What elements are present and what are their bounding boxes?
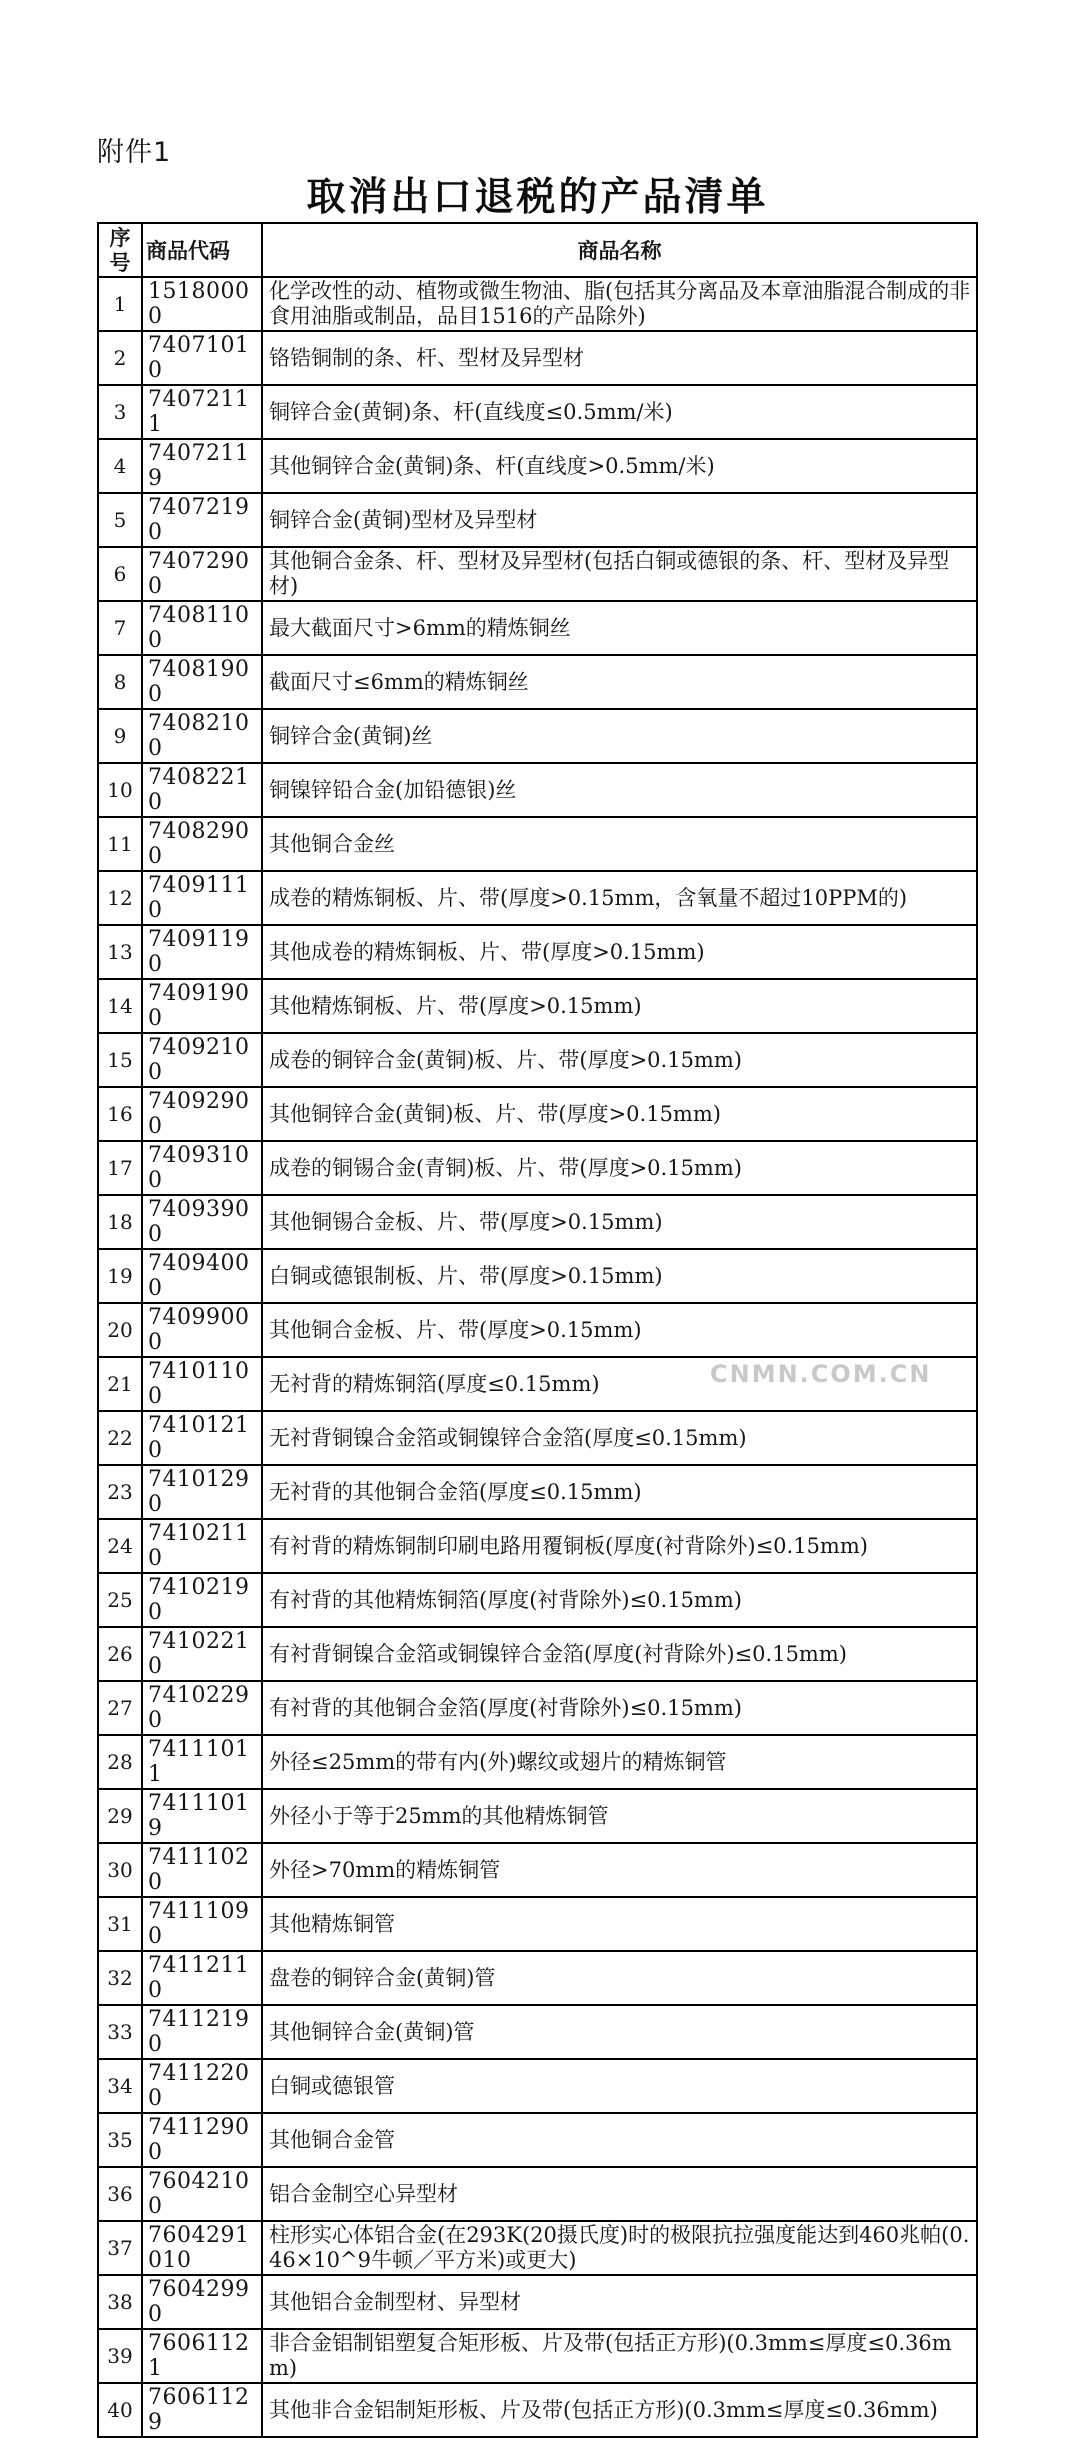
product-name-cell: 截面尺寸≤6mm的精炼铜丝 <box>262 655 977 709</box>
row-index-cell: 15 <box>98 1033 142 1087</box>
product-name-cell: 外径小于等于25mm的其他精炼铜管 <box>262 1789 977 1843</box>
product-code-cell: 74072111 <box>142 385 262 439</box>
product-code-cell: 7604291010 <box>142 2221 262 2275</box>
product-code-cell: 74093100 <box>142 1141 262 1195</box>
product-name-cell: 铜镍锌铅合金(加铅德银)丝 <box>262 763 977 817</box>
table-row <box>98 2275 977 2329</box>
product-code-cell: 74072119 <box>142 439 262 493</box>
table-row <box>98 1951 977 2005</box>
product-name-cell: 其他铜合金条、杆、型材及异型材(包括白铜或德银的条、杆、型材及异型材) <box>262 547 977 601</box>
row-index-cell: 10 <box>98 763 142 817</box>
table-row <box>98 277 977 331</box>
product-name-cell: 外径≤25mm的带有内(外)螺纹或翅片的精炼铜管 <box>262 1735 977 1789</box>
product-name-cell: 成卷的精炼铜板、片、带(厚度>0.15mm，含氧量不超过10PPM的) <box>262 871 977 925</box>
product-name-cell: 外径>70mm的精炼铜管 <box>262 1843 977 1897</box>
page-title: 取消出口退税的产品清单 <box>306 174 769 220</box>
table-row <box>98 925 977 979</box>
column-header-product-name: 商品名称 <box>262 223 977 277</box>
product-name-cell: 其他精炼铜管 <box>262 1897 977 1951</box>
table-row <box>98 2167 977 2221</box>
product-code-cell: 74102110 <box>142 1519 262 1573</box>
row-index-cell: 13 <box>98 925 142 979</box>
row-index-cell: 32 <box>98 1951 142 2005</box>
table-row <box>98 601 977 655</box>
column-header-index: 序号 <box>98 223 142 277</box>
product-name-cell: 其他铜锌合金(黄铜)条、杆(直线度>0.5mm/米) <box>262 439 977 493</box>
table-row <box>98 493 977 547</box>
row-index-cell: 8 <box>98 655 142 709</box>
product-code-cell: 74094000 <box>142 1249 262 1303</box>
row-index-cell: 17 <box>98 1141 142 1195</box>
product-name-cell: 有衬背的其他铜合金箔(厚度(衬背除外)≤0.15mm) <box>262 1681 977 1735</box>
table-row <box>98 1195 977 1249</box>
row-index-cell: 21 <box>98 1357 142 1411</box>
product-name-cell: 无衬背铜镍合金箔或铜镍锌合金箔(厚度≤0.15mm) <box>262 1411 977 1465</box>
product-name-cell: 铜锌合金(黄铜)型材及异型材 <box>262 493 977 547</box>
product-name-cell: 其他精炼铜板、片、带(厚度>0.15mm) <box>262 979 977 1033</box>
table-row <box>98 817 977 871</box>
product-code-cell: 74112110 <box>142 1951 262 2005</box>
product-name-cell: 其他铜合金管 <box>262 2113 977 2167</box>
product-name-cell: 盘卷的铜锌合金(黄铜)管 <box>262 1951 977 2005</box>
table-row <box>98 2329 977 2383</box>
row-index-cell: 35 <box>98 2113 142 2167</box>
product-code-cell: 74072190 <box>142 493 262 547</box>
product-name-cell: 有衬背的其他精炼铜箔(厚度(衬背除外)≤0.15mm) <box>262 1573 977 1627</box>
table-row <box>98 1303 977 1357</box>
table-header-row <box>98 223 977 277</box>
product-code-cell: 74081100 <box>142 601 262 655</box>
row-index-cell: 24 <box>98 1519 142 1573</box>
product-code-cell: 76061121 <box>142 2329 262 2383</box>
product-name-cell: 其他成卷的精炼铜板、片、带(厚度>0.15mm) <box>262 925 977 979</box>
product-code-cell: 74092900 <box>142 1087 262 1141</box>
row-index-cell: 3 <box>98 385 142 439</box>
product-code-cell: 74111020 <box>142 1843 262 1897</box>
row-index-cell: 4 <box>98 439 142 493</box>
row-index-cell: 16 <box>98 1087 142 1141</box>
product-name-cell: 白铜或德银管 <box>262 2059 977 2113</box>
table-row <box>98 763 977 817</box>
product-name-cell: 成卷的铜锡合金(青铜)板、片、带(厚度>0.15mm) <box>262 1141 977 1195</box>
product-name-cell: 无衬背的其他铜合金箔(厚度≤0.15mm) <box>262 1465 977 1519</box>
column-header-product-code: 商品代码 <box>142 223 262 277</box>
product-name-cell: 最大截面尺寸>6mm的精炼铜丝 <box>262 601 977 655</box>
product-name-cell: 其他铜锌合金(黄铜)管 <box>262 2005 977 2059</box>
product-code-cell: 74112200 <box>142 2059 262 2113</box>
product-code-cell: 74102290 <box>142 1681 262 1735</box>
row-index-cell: 29 <box>98 1789 142 1843</box>
product-name-cell: 柱形实心体铝合金(在293K(20摄氏度)时的极限抗拉强度能达到460兆帕(0.46×10^9牛顿／平方米)或更大) <box>262 2221 977 2275</box>
table-row <box>98 1789 977 1843</box>
table-row <box>98 2059 977 2113</box>
table-row <box>98 1249 977 1303</box>
product-name-cell: 铜锌合金(黄铜)丝 <box>262 709 977 763</box>
row-index-cell: 22 <box>98 1411 142 1465</box>
product-name-cell: 其他铜合金板、片、带(厚度>0.15mm) <box>262 1303 977 1357</box>
row-index-cell: 20 <box>98 1303 142 1357</box>
product-code-cell: 76042100 <box>142 2167 262 2221</box>
row-index-cell: 25 <box>98 1573 142 1627</box>
row-index-cell: 19 <box>98 1249 142 1303</box>
product-name-cell: 铝合金制空心异型材 <box>262 2167 977 2221</box>
product-name-cell: 其他非合金铝制矩形板、片及带(包括正方形)(0.3mm≤厚度≤0.36mm) <box>262 2383 977 2437</box>
row-index-cell: 40 <box>98 2383 142 2437</box>
product-code-cell: 74092100 <box>142 1033 262 1087</box>
row-index-cell: 39 <box>98 2329 142 2383</box>
product-code-cell: 74091900 <box>142 979 262 1033</box>
product-name-cell: 其他铜锡合金板、片、带(厚度>0.15mm) <box>262 1195 977 1249</box>
product-code-cell: 74102190 <box>142 1573 262 1627</box>
table-row <box>98 1087 977 1141</box>
row-index-cell: 36 <box>98 2167 142 2221</box>
product-code-cell: 74082100 <box>142 709 262 763</box>
table-row <box>98 2221 977 2275</box>
row-index-cell: 37 <box>98 2221 142 2275</box>
table-row <box>98 1033 977 1087</box>
product-name-cell: 化学改性的动、植物或微生物油、脂(包括其分离品及本章油脂混合制成的非食用油脂或制品，品目1516的产品除外) <box>262 277 977 331</box>
row-index-cell: 27 <box>98 1681 142 1735</box>
row-index-cell: 26 <box>98 1627 142 1681</box>
table-row <box>98 1411 977 1465</box>
row-index-cell: 5 <box>98 493 142 547</box>
row-index-cell: 2 <box>98 331 142 385</box>
table-row <box>98 1465 977 1519</box>
row-index-cell: 23 <box>98 1465 142 1519</box>
table-row <box>98 1897 977 1951</box>
product-code-cell: 74111019 <box>142 1789 262 1843</box>
product-code-cell: 76061129 <box>142 2383 262 2437</box>
table-row <box>98 979 977 1033</box>
row-index-cell: 12 <box>98 871 142 925</box>
product-code-cell: 74091190 <box>142 925 262 979</box>
table-header <box>98 223 977 277</box>
table-row <box>98 385 977 439</box>
table-row <box>98 1519 977 1573</box>
table-row <box>98 439 977 493</box>
product-code-cell: 74112190 <box>142 2005 262 2059</box>
product-name-cell: 有衬背铜镍合金箔或铜镍锌合金箔(厚度(衬背除外)≤0.15mm) <box>262 1627 977 1681</box>
product-table <box>97 222 978 2438</box>
table-row <box>98 1843 977 1897</box>
attachment-label: 附件1 <box>97 137 172 168</box>
table-row <box>98 547 977 601</box>
row-index-cell: 14 <box>98 979 142 1033</box>
product-name-cell: 其他铜合金丝 <box>262 817 977 871</box>
table-row <box>98 2113 977 2167</box>
row-index-cell: 11 <box>98 817 142 871</box>
product-name-cell: 铜锌合金(黄铜)条、杆(直线度≤0.5mm/米) <box>262 385 977 439</box>
product-code-cell: 74111011 <box>142 1735 262 1789</box>
table-body <box>98 277 977 2437</box>
product-name-cell: 无衬背的精炼铜箔(厚度≤0.15mm) <box>262 1357 977 1411</box>
product-code-cell: 74082900 <box>142 817 262 871</box>
product-name-cell: 其他铜锌合金(黄铜)板、片、带(厚度>0.15mm) <box>262 1087 977 1141</box>
product-code-cell: 74081900 <box>142 655 262 709</box>
table-row <box>98 709 977 763</box>
row-index-cell: 7 <box>98 601 142 655</box>
product-name-cell: 非合金铝制铝塑复合矩形板、片及带(包括正方形)(0.3mm≤厚度≤0.36mm) <box>262 2329 977 2383</box>
table-row <box>98 1627 977 1681</box>
row-index-cell: 33 <box>98 2005 142 2059</box>
row-index-cell: 9 <box>98 709 142 763</box>
product-code-cell: 74093900 <box>142 1195 262 1249</box>
product-name-cell: 白铜或德银制板、片、带(厚度>0.15mm) <box>262 1249 977 1303</box>
watermark-text: CNMN.COM.CN <box>710 1360 932 1388</box>
product-code-cell: 74101100 <box>142 1357 262 1411</box>
row-index-cell: 1 <box>98 277 142 331</box>
product-name-cell: 其他铝合金制型材、异型材 <box>262 2275 977 2329</box>
table-row <box>98 1141 977 1195</box>
row-index-cell: 34 <box>98 2059 142 2113</box>
table-row <box>98 871 977 925</box>
table-row <box>98 2383 977 2437</box>
product-name-cell: 成卷的铜锌合金(黄铜)板、片、带(厚度>0.15mm) <box>262 1033 977 1087</box>
row-index-cell: 6 <box>98 547 142 601</box>
table-row <box>98 1573 977 1627</box>
product-code-cell: 74072900 <box>142 547 262 601</box>
product-code-cell: 74101290 <box>142 1465 262 1519</box>
product-code-cell: 74101210 <box>142 1411 262 1465</box>
product-name-cell: 有衬背的精炼铜制印刷电路用覆铜板(厚度(衬背除外)≤0.15mm) <box>262 1519 977 1573</box>
table-row <box>98 1735 977 1789</box>
product-name-cell: 铬锆铜制的条、杆、型材及异型材 <box>262 331 977 385</box>
row-index-cell: 38 <box>98 2275 142 2329</box>
product-code-cell: 76042990 <box>142 2275 262 2329</box>
product-code-cell: 74102210 <box>142 1627 262 1681</box>
product-code-cell: 74112900 <box>142 2113 262 2167</box>
row-index-cell: 30 <box>98 1843 142 1897</box>
product-code-cell: 15180000 <box>142 277 262 331</box>
product-code-cell: 74091110 <box>142 871 262 925</box>
table-row <box>98 1681 977 1735</box>
row-index-cell: 28 <box>98 1735 142 1789</box>
row-index-cell: 31 <box>98 1897 142 1951</box>
product-code-cell: 74099000 <box>142 1303 262 1357</box>
table-row <box>98 331 977 385</box>
table-row <box>98 2005 977 2059</box>
product-code-cell: 74111090 <box>142 1897 262 1951</box>
row-index-cell: 18 <box>98 1195 142 1249</box>
product-code-cell: 74082210 <box>142 763 262 817</box>
table-row <box>98 655 977 709</box>
product-code-cell: 74071010 <box>142 331 262 385</box>
